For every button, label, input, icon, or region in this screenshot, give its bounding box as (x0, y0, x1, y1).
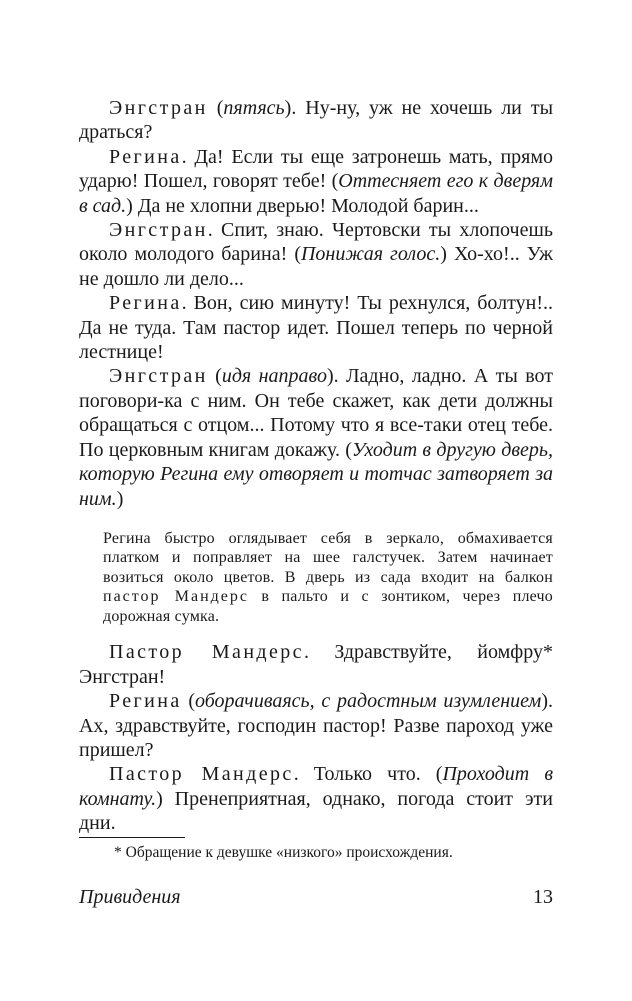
stage-direction (103, 529, 553, 627)
speaker-name: Регина (109, 690, 182, 713)
stage-remark: Оттесняет его к дверям в сад. (79, 170, 553, 217)
stage-remark: Уходит в другую дверь, которую Регина ему отворяет и тотчас затворяет за ним. (79, 438, 553, 510)
speaker-name: пастор Мандерс (103, 588, 249, 606)
stage-remark: Понижая голос. (300, 243, 441, 266)
running-title: Привидения (79, 886, 181, 908)
speaker-name: Энгстран (109, 97, 208, 119)
dialogue-paragraph (79, 218, 553, 291)
stage-remark: пятясь (223, 97, 285, 119)
text-run: . Да! Если ты еще затронешь мать, прямо ударю! Пошел, говорят тебе! ( (79, 145, 553, 193)
text-run: ) Да не хлопни дверью! Молодой барин... (126, 194, 479, 217)
dialogue-paragraph (79, 762, 553, 835)
text-run: ) Пренеприятная, однако, погода стоит эти дни. (79, 787, 553, 835)
text-run: ). Ах, здравствуйте, господин пастор! Разве пароход уже пришел? (79, 690, 553, 762)
footnote-divider (79, 837, 185, 838)
dialogue-paragraph (79, 96, 553, 145)
text-run: ( (207, 97, 224, 119)
speaker-name: Энгстран (109, 219, 208, 242)
text-run: ) Хо-хо!.. Уж не дошло ли дело... (79, 243, 553, 290)
text-run: Регина быстро оглядывает себя в зеркало, обмахивается платком и поправляет на шее галстучек. Затем начинает возиться около цветов. В дверь из сада входит на балкон (103, 529, 553, 586)
text-run: ). Ну-ну, уж не хочешь ли ты драться? (79, 97, 554, 144)
stage-remark: оборачиваясь, с радостным изумлением (195, 690, 542, 713)
text-run: . Вон, сию минуту! Ты рехнулся, болтун!.. Да не туда. Там пастор идет. Пошел теперь по черной лестнице! (79, 292, 553, 364)
dialogue-paragraph (79, 291, 553, 364)
dialogue-paragraph (79, 640, 553, 689)
page-footer (79, 884, 553, 910)
dialogue-paragraph (79, 145, 553, 218)
footnote-text: * Обращение к девушке «низкого» происхождения. (114, 844, 453, 861)
text-run: ). Ладно, ладно. А ты вот поговори-ка с ним. Он тебе скажет, как дети должны обращаться с отцом... Потому что я все-таки отец тебе. По церковным книгам докажу. ( (79, 365, 553, 461)
speaker-name: Регина (109, 145, 182, 168)
page-body (79, 96, 553, 836)
dialogue-block-2 (79, 640, 553, 835)
text-run: . Только что. ( (293, 763, 443, 786)
speaker-name: Пастор Мандерс (109, 641, 304, 664)
text-run: ( (181, 690, 196, 713)
page-number: 13 (533, 886, 553, 908)
stage-remark: идя направо (221, 365, 327, 388)
text-run: . Здравствуйте, йомфру* Энгстран! (79, 641, 553, 688)
speaker-name: Пастор Мандерс (109, 763, 294, 786)
speaker-name: Энгстран (109, 365, 208, 388)
dialogue-paragraph (79, 689, 553, 762)
text-run: в пальто и с зонтиком, через плечо дорожная сумка. (103, 588, 554, 625)
dialogue-paragraph (79, 364, 553, 510)
text-run: . Спит, знаю. Чертовски ты хлопочешь около молодого барина! ( (79, 219, 553, 266)
stage-remark: Проходит в комнату. (79, 763, 553, 810)
footnote (79, 843, 553, 863)
speaker-name: Регина (109, 292, 182, 315)
text-run: ( (207, 365, 222, 388)
text-run: ) (116, 487, 124, 510)
dialogue-block-1 (79, 96, 553, 511)
